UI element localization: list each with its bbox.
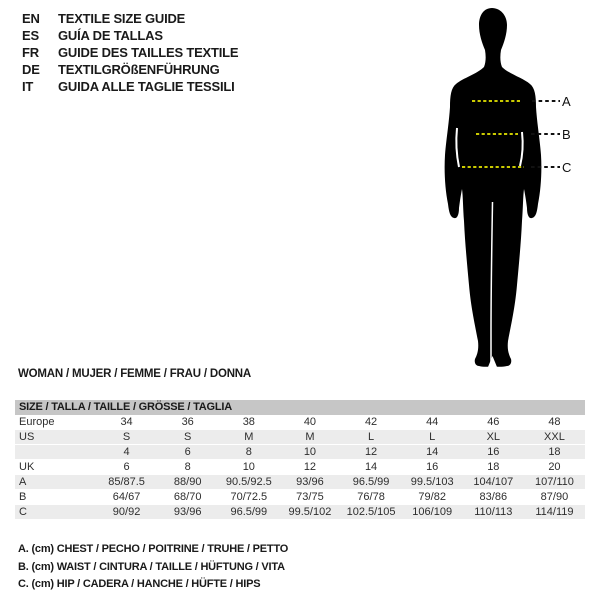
size-cell: 107/110: [534, 476, 574, 488]
table-row-europe: [15, 415, 585, 430]
measure-label-a: A: [562, 94, 571, 109]
size-cell: 102.5/105: [346, 506, 396, 518]
language-code: IT: [22, 79, 34, 94]
size-table-header: SIZE / TALLA / TAILLE / GRÖSSE / TAGLIA: [15, 400, 585, 415]
language-title: TEXTILE SIZE GUIDE: [58, 11, 186, 26]
size-cell: L: [368, 431, 375, 443]
size-cell: 99.5/103: [410, 476, 454, 488]
measurement-legend: [18, 543, 288, 596]
size-cell: 10: [303, 446, 317, 458]
size-cell: 90/92: [112, 506, 141, 518]
row-label: B: [19, 491, 27, 503]
size-cell: 104/107: [473, 476, 514, 488]
language-title: GUIDA ALLE TAGLIE TESSILI: [58, 79, 235, 94]
table-row-uk: [15, 460, 585, 475]
size-cell: 20: [548, 461, 561, 473]
language-row-en: [22, 10, 238, 27]
size-cell: 18: [548, 446, 561, 458]
size-cell: XXL: [544, 431, 565, 443]
row-label: US: [19, 431, 35, 443]
size-cell: 40: [303, 416, 317, 428]
size-cell: 85/87.5: [108, 476, 145, 488]
size-cell: 93/96: [173, 506, 202, 518]
legend-line-a: A. (cm) CHEST / PECHO / POITRINE / TRUHE / PETTO: [18, 543, 289, 555]
size-cell: 90.5/92.5: [225, 476, 272, 488]
size-cell: 16: [487, 446, 500, 458]
size-cell: 8: [184, 461, 191, 473]
size-cell: 68/70: [173, 491, 202, 503]
size-cell: 64/67: [112, 491, 141, 503]
language-title: GUÍA DE TALLAS: [58, 28, 163, 43]
measure-label-c: C: [562, 160, 572, 175]
language-row-it: [22, 78, 238, 95]
table-row: [15, 445, 585, 460]
size-cell: 87/90: [540, 491, 569, 503]
size-cell: 110/113: [474, 506, 513, 518]
table-row-c: [15, 505, 585, 520]
size-cell: 73/75: [296, 491, 324, 503]
size-cell: 79/82: [418, 491, 446, 503]
woman-silhouette: [441, 4, 547, 372]
size-cell: 93/96: [296, 476, 324, 488]
size-cell: 96.5/99: [230, 506, 268, 518]
language-row-fr: [22, 44, 238, 61]
language-title-list: [22, 10, 238, 95]
size-cell: 99.5/102: [288, 506, 332, 518]
size-cell: 6: [184, 446, 191, 458]
table-group-title: WOMAN / MUJER / FEMME / FRAU / DONNA: [18, 368, 252, 380]
size-cell: M: [244, 431, 254, 443]
measure-label-b: B: [562, 127, 571, 142]
size-cell: 34: [120, 416, 133, 428]
size-cell: S: [184, 431, 192, 443]
size-cell: S: [122, 431, 131, 443]
table-row-b: [15, 490, 585, 505]
size-cell: 106/109: [412, 506, 453, 518]
row-label: C: [19, 506, 27, 518]
size-cell: 8: [245, 446, 252, 458]
size-cell: 36: [181, 416, 194, 428]
row-label: Europe: [19, 416, 55, 428]
measurement-lines: [440, 85, 572, 180]
size-cell: 16: [426, 461, 439, 473]
size-cell: 42: [364, 416, 378, 428]
size-table-body: [15, 415, 585, 520]
language-row-de: [22, 61, 238, 78]
legend-line-c: C. (cm) HIP / CADERA / HANCHE / HÜFTE / HIPS: [18, 578, 261, 590]
size-cell: 14: [364, 461, 378, 473]
size-cell: 114/119: [535, 506, 574, 518]
size-cell: L: [429, 431, 436, 443]
size-cell: 14: [426, 446, 439, 458]
size-cell: 96.5/99: [352, 476, 390, 488]
size-cell: 44: [426, 416, 439, 428]
size-cell: M: [305, 431, 315, 443]
size-cell: 70/72.5: [230, 491, 268, 503]
language-code: FR: [22, 45, 39, 60]
language-title: GUIDE DES TAILLES TEXTILE: [58, 45, 239, 60]
size-cell: 12: [364, 446, 378, 458]
size-cell: 18: [487, 461, 500, 473]
size-cell: 88/90: [173, 476, 202, 488]
language-title: TEXTILGRÖßENFÜHRUNG: [58, 62, 220, 77]
table-row-a: [15, 475, 585, 490]
row-label: A: [19, 476, 27, 488]
language-code: ES: [22, 28, 39, 43]
size-cell: 6: [123, 461, 130, 473]
size-cell: 4: [123, 446, 130, 458]
language-code: DE: [22, 62, 40, 77]
size-cell: 46: [487, 416, 500, 428]
language-code: EN: [22, 11, 40, 26]
size-cell: 83/86: [479, 491, 508, 503]
size-cell: 10: [242, 461, 255, 473]
size-cell: 48: [548, 416, 561, 428]
size-table: [15, 400, 585, 520]
row-label: [15, 445, 96, 459]
legend-line-b: B. (cm) WAIST / CINTURA / TAILLE / HÜFTUNG / VITA: [18, 560, 285, 573]
size-cell: 12: [303, 461, 317, 473]
table-row-us: [15, 430, 585, 445]
size-cell: 76/78: [357, 491, 385, 503]
size-cell: XL: [486, 431, 501, 443]
size-cell: 38: [242, 416, 255, 428]
row-label: UK: [19, 461, 35, 473]
language-row-es: [22, 27, 238, 44]
